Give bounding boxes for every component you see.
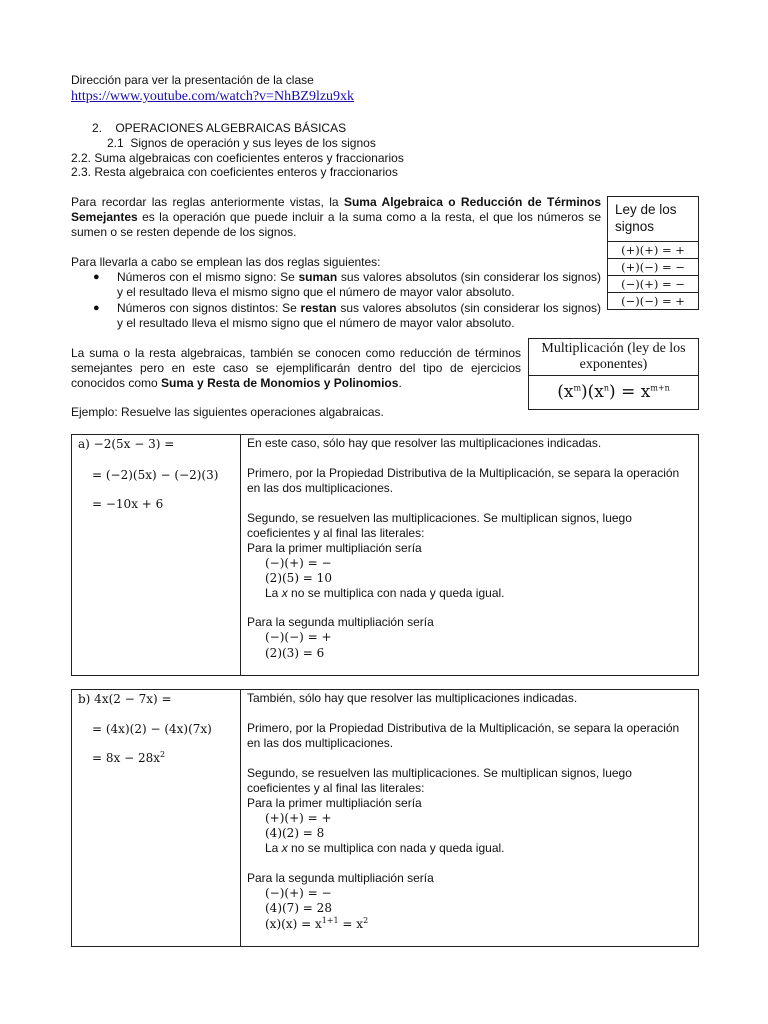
exponent-law-formula: $(x^m)(x^n) = x^{m+n}$ — [529, 375, 698, 409]
explanation-line: También, sólo hay que resolver las multiplicaciones indicadas. — [247, 691, 578, 705]
example-b-result: = $8x - 28x^2$ — [92, 750, 166, 765]
presentation-direction-label: Dirección para ver la presentación de la clase — [71, 73, 314, 87]
exponent-law-box — [528, 338, 699, 410]
outline-item-2-2: 2.2. Suma algebraicas con coeficientes enteros y fraccionarios — [71, 151, 404, 165]
signs-law-table — [607, 196, 699, 310]
example-a-table — [71, 434, 699, 676]
intro-paragraph: Para recordar las reglas anteriormente vistas, la Suma Algebraica o Reducción de Términos Semejantes es la operación que puede incluir a la suma como a la resta, el que los números se sumen o se resten depende de los signos. — [71, 195, 601, 239]
explanation-line: en las dos multiplicaciones. — [247, 736, 394, 750]
sign-step: (−)(+) = − — [265, 886, 332, 900]
explanation-line: Para la segunda multipliación sería — [247, 871, 434, 885]
sign-step: (+)(+) = + — [265, 811, 332, 825]
youtube-link[interactable]: https://www.youtube.com/watch?v=NhBZ9lzu9xk — [71, 89, 355, 104]
outline-item-2: 2. OPERACIONES ALGEBRAICAS BÁSICAS — [92, 121, 347, 135]
example-b-steps — [72, 690, 241, 946]
outline-item-2-1: 2.1 Signos de operación y sus leyes de los signos — [107, 136, 376, 150]
rules-intro: Para llevarla a cabo se emplean las dos reglas siguientes: — [71, 255, 381, 269]
example-b-expression: b) 4x(2 − 7x) = — [78, 692, 172, 706]
exponent-law-title: Multiplicación (ley de los exponentes) — [541, 341, 686, 372]
signs-row: (+)(+) = + — [608, 241, 698, 258]
example-b-step: = (4x)(2) − (4x)(7x) — [92, 722, 212, 736]
explanation-line: coeficientes y al final las literales: — [247, 526, 425, 540]
outline-item-2-3: 2.3. Resta algebraica con coeficientes enteros y fraccionarios — [71, 165, 398, 179]
rule-different-sign: Números con signos distintos: Se restan sus valores absolutos (sin considerar los signos) y el resultado lleva el mismo signo que el número de mayor valor absoluto. — [117, 301, 602, 330]
explanation-line: en las dos multiplicaciones. — [247, 481, 394, 495]
rule-same-sign: Números con el mismo signo: Se suman sus valores absolutos (sin considerar los signos) y el resultado lleva el mismo signo que el número de mayor valor absoluto. — [117, 270, 602, 299]
bullet-icon: ● — [93, 271, 100, 283]
example-a-expression: a) −2(5x − 3) = — [78, 437, 175, 451]
explanation-line: En este caso, sólo hay que resolver las multiplicaciones indicadas. — [247, 436, 602, 450]
signs-row: (−)(−) = + — [608, 292, 698, 309]
explanation-line: Segundo, se resuelven las multiplicaciones. Se multiplican signos, luego — [247, 766, 632, 780]
sign-step: (−)(+) = − — [265, 556, 332, 570]
explanation-line: La x no se multiplica con nada y queda igual. — [265, 841, 505, 855]
coefficient-step: (2)(5) = 10 — [265, 571, 332, 585]
explanation-line: La x no se multiplica con nada y queda igual. — [265, 586, 505, 600]
bullet-icon: ● — [93, 302, 100, 314]
example-a-result: = −10x + 6 — [92, 497, 164, 511]
signs-row: (+)(−) = − — [608, 258, 698, 275]
example-a-steps — [72, 435, 241, 675]
sign-step: (−)(−) = + — [265, 630, 332, 644]
example-a-explanation — [241, 435, 698, 675]
explanation-line: Primero, por la Propiedad Distributiva de la Multiplicación, se separa la operación — [247, 466, 680, 480]
literal-step: $(x)(x) = x^{1+1} = x^2$ — [265, 916, 369, 931]
explanation-line: Para la segunda multipliación sería — [247, 615, 434, 629]
explanation-line: Para la primer multipliación sería — [247, 541, 422, 555]
explanation-line: Segundo, se resuelven las multiplicaciones. Se multiplican signos, luego — [247, 511, 632, 525]
explanation-line: Primero, por la Propiedad Distributiva de la Multiplicación, se separa la operación — [247, 721, 680, 735]
example-b-explanation — [241, 690, 698, 946]
signs-table-title: Ley de los signos — [615, 202, 677, 234]
coefficient-step: (2)(3) = 6 — [265, 646, 325, 660]
explanation-line: Para la primer multipliación sería — [247, 796, 422, 810]
coefficient-step: (4)(2) = 8 — [265, 826, 325, 840]
example-a-step: = (−2)(5x) − (−2)(3) — [92, 468, 219, 482]
monomials-paragraph: La suma o la resta algebraicas, también se conocen como reducción de términos semejantes pero en este caso se ejemplificarán dentro del tipo de ejercicios conocidos como Suma y Resta de Monomios y Polinomios. — [71, 346, 521, 390]
coefficient-step: (4)(7) = 28 — [265, 901, 332, 915]
example-label: Ejemplo: Resuelve las siguientes operaciones algabraicas. — [71, 405, 384, 419]
explanation-line: coeficientes y al final las literales: — [247, 781, 425, 795]
example-b-table — [71, 689, 699, 947]
signs-row: (−)(+) = − — [608, 275, 698, 292]
